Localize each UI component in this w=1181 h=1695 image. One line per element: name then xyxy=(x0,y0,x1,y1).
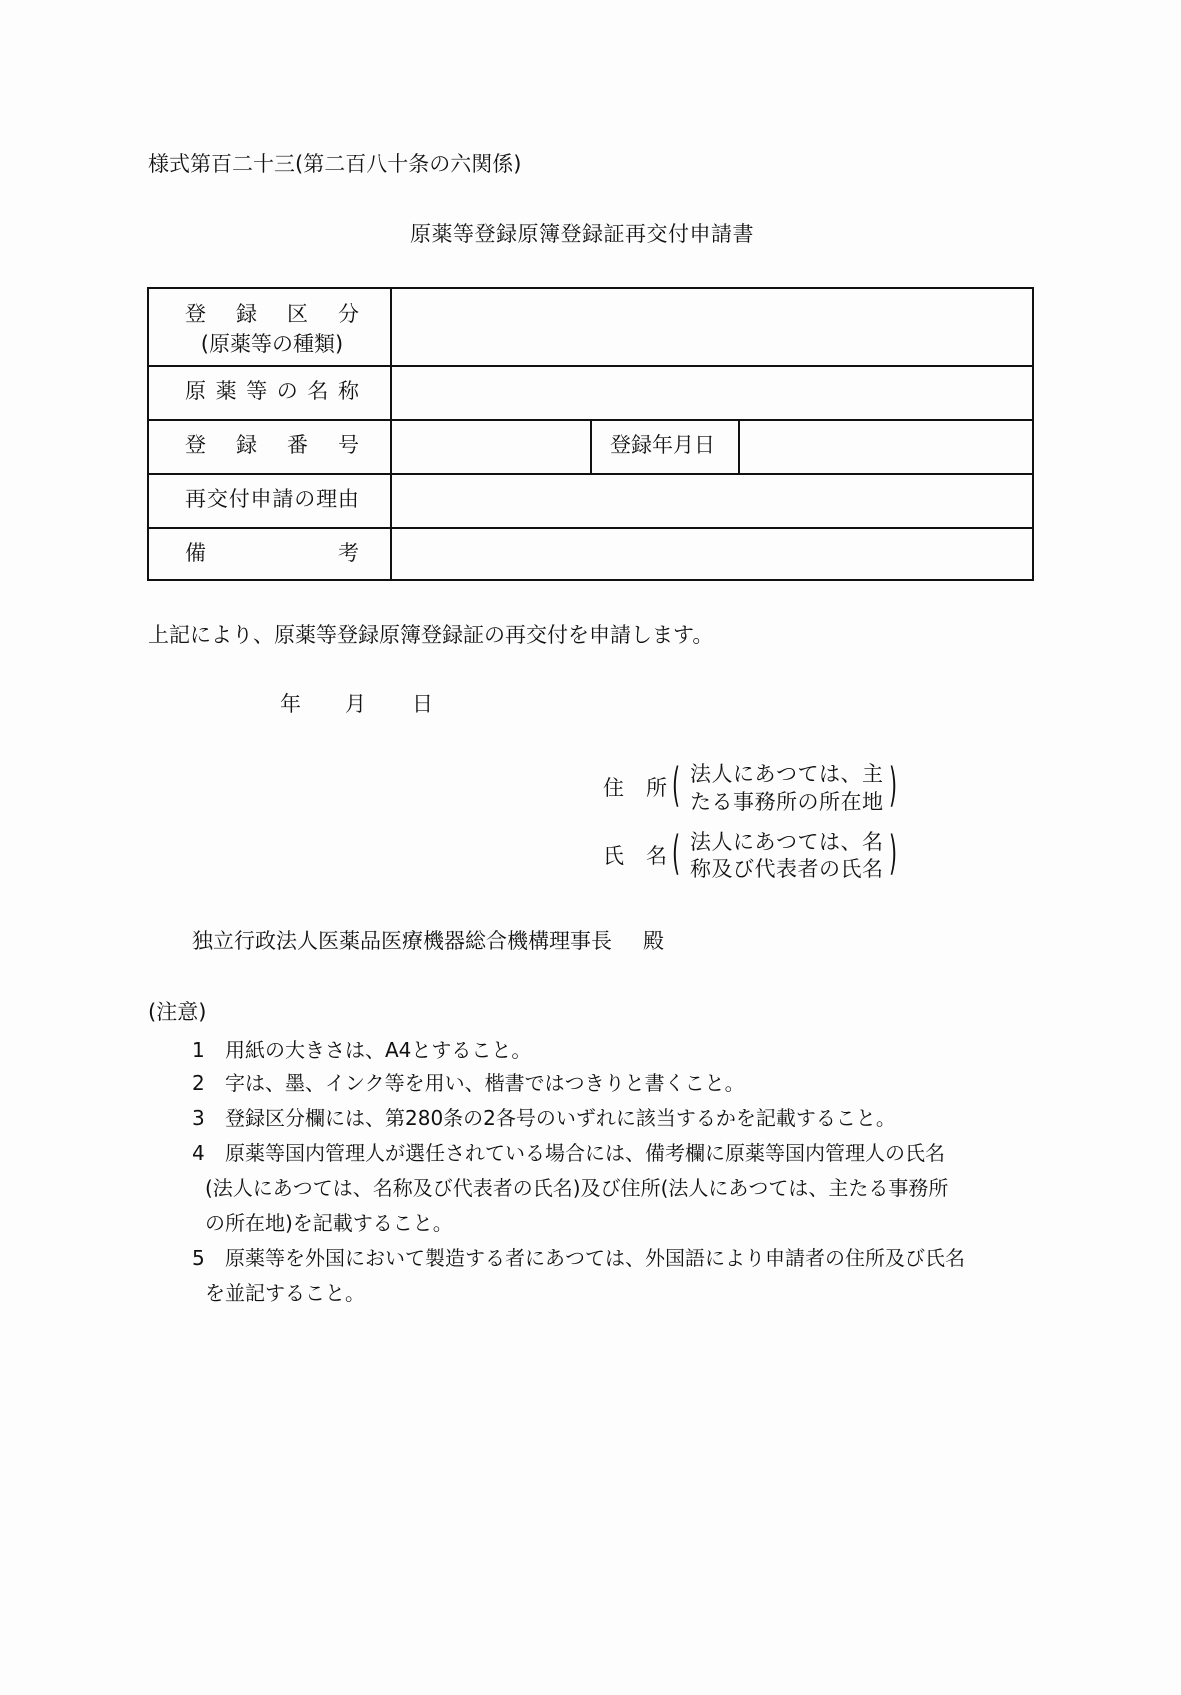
date-month-label: 月 xyxy=(345,692,366,716)
label-remarks xyxy=(185,543,359,564)
label-char: 交 xyxy=(206,487,228,511)
address-label-1: 住 xyxy=(603,776,624,800)
reissue-reason-field[interactable] xyxy=(392,475,1032,527)
label-char: 区 xyxy=(287,302,308,326)
application-form-table xyxy=(147,287,1034,581)
label-char: 登 xyxy=(185,302,206,326)
label-registration-number xyxy=(185,435,359,456)
registration-category-field[interactable] xyxy=(392,289,1032,365)
name-label-2: 名 xyxy=(646,844,667,868)
label-char: 名 xyxy=(307,379,329,403)
note-item-4-cont-1: (法人にあつては、名称及び代表者の氏名)及び住所(法人にあつては、主たる事務所 xyxy=(205,1176,949,1200)
label-char: 原 xyxy=(185,379,206,403)
note-item-3: 登録区分欄には、第280条の2各号のいずれに該当するかを記載すること。 xyxy=(225,1106,896,1130)
close-paren-icon: ) xyxy=(889,758,898,812)
label-char: 分 xyxy=(338,302,359,326)
label-drug-substance-type: (原薬等の種類) xyxy=(200,332,344,356)
label-char: 理 xyxy=(316,487,338,511)
label-registration-category xyxy=(185,304,359,325)
label-char: 備 xyxy=(185,541,206,565)
label-drug-substance-name xyxy=(185,381,359,402)
label-char: の xyxy=(276,379,298,403)
note-item-4: 原薬等国内管理人が選任されている場合には、備考欄に原薬等国内管理人の氏名 xyxy=(225,1141,945,1165)
address-label-2: 所 xyxy=(646,776,667,800)
label-char: 登 xyxy=(185,433,206,457)
addressee-honorific: 殿 xyxy=(643,929,664,953)
name-note-line1: 法人にあつては、名 xyxy=(690,830,884,854)
label-char: 再 xyxy=(185,487,206,511)
addressee-name: 独立行政法人医薬品医療機器総合機構理事長 xyxy=(192,929,612,953)
label-char: 録 xyxy=(236,433,257,457)
label-reissue-reason xyxy=(185,489,359,510)
note-item-2: 字は、墨、インク等を用い、楷書ではつきりと書くこと。 xyxy=(225,1071,745,1095)
label-registration-date: 登録年月日 xyxy=(610,433,715,457)
registration-number-field[interactable] xyxy=(392,421,588,473)
note-item-5: 原薬等を外国において製造する者にあつては、外国語により申請者の住所及び氏名 xyxy=(225,1246,965,1270)
application-statement: 上記により、原薬等登録原簿登録証の再交付を申請します。 xyxy=(148,623,714,647)
date-year-label: 年 xyxy=(280,692,301,716)
note-number: 5 xyxy=(192,1246,205,1270)
label-char: 付 xyxy=(228,487,250,511)
note-item-4-cont-2: の所在地)を記載すること。 xyxy=(205,1211,453,1235)
name-label-1: 氏 xyxy=(603,844,624,868)
column-divider xyxy=(590,419,592,473)
address-note-line1: 法人にあつては、主 xyxy=(690,762,884,786)
open-paren-icon: ( xyxy=(672,826,681,880)
date-day-label: 日 xyxy=(412,692,433,716)
notes-heading: (注意) xyxy=(148,1000,207,1024)
label-char: 薬 xyxy=(215,379,237,403)
open-paren-icon: ( xyxy=(672,758,681,812)
name-note-line2: 称及び代表者の氏名 xyxy=(690,857,884,881)
remarks-field[interactable] xyxy=(392,529,1032,579)
label-char: 考 xyxy=(338,541,359,565)
label-char: 請 xyxy=(272,487,294,511)
note-item-5-cont-1: を並記すること。 xyxy=(205,1281,365,1305)
note-number: 2 xyxy=(192,1071,205,1095)
close-paren-icon: ) xyxy=(889,826,898,880)
note-number: 3 xyxy=(192,1106,205,1130)
label-char: 由 xyxy=(337,487,359,511)
label-char: 等 xyxy=(246,379,268,403)
form-number: 様式第百二十三(第二百八十条の六関係) xyxy=(148,152,522,176)
label-char: 号 xyxy=(338,433,359,457)
address-note-line2: たる事務所の所在地 xyxy=(690,790,884,814)
registration-date-field[interactable] xyxy=(740,421,1032,473)
drug-substance-name-field[interactable] xyxy=(392,367,1032,419)
document-title: 原薬等登録原簿登録証再交付申請書 xyxy=(410,222,754,246)
note-item-1: 用紙の大きさは、A4とすること。 xyxy=(225,1038,532,1062)
label-char: 番 xyxy=(287,433,308,457)
note-number: 4 xyxy=(192,1141,205,1165)
label-char: 称 xyxy=(337,379,359,403)
label-char: 申 xyxy=(250,487,272,511)
note-number: 1 xyxy=(192,1038,205,1062)
label-char: 録 xyxy=(236,302,257,326)
label-char: の xyxy=(294,487,316,511)
